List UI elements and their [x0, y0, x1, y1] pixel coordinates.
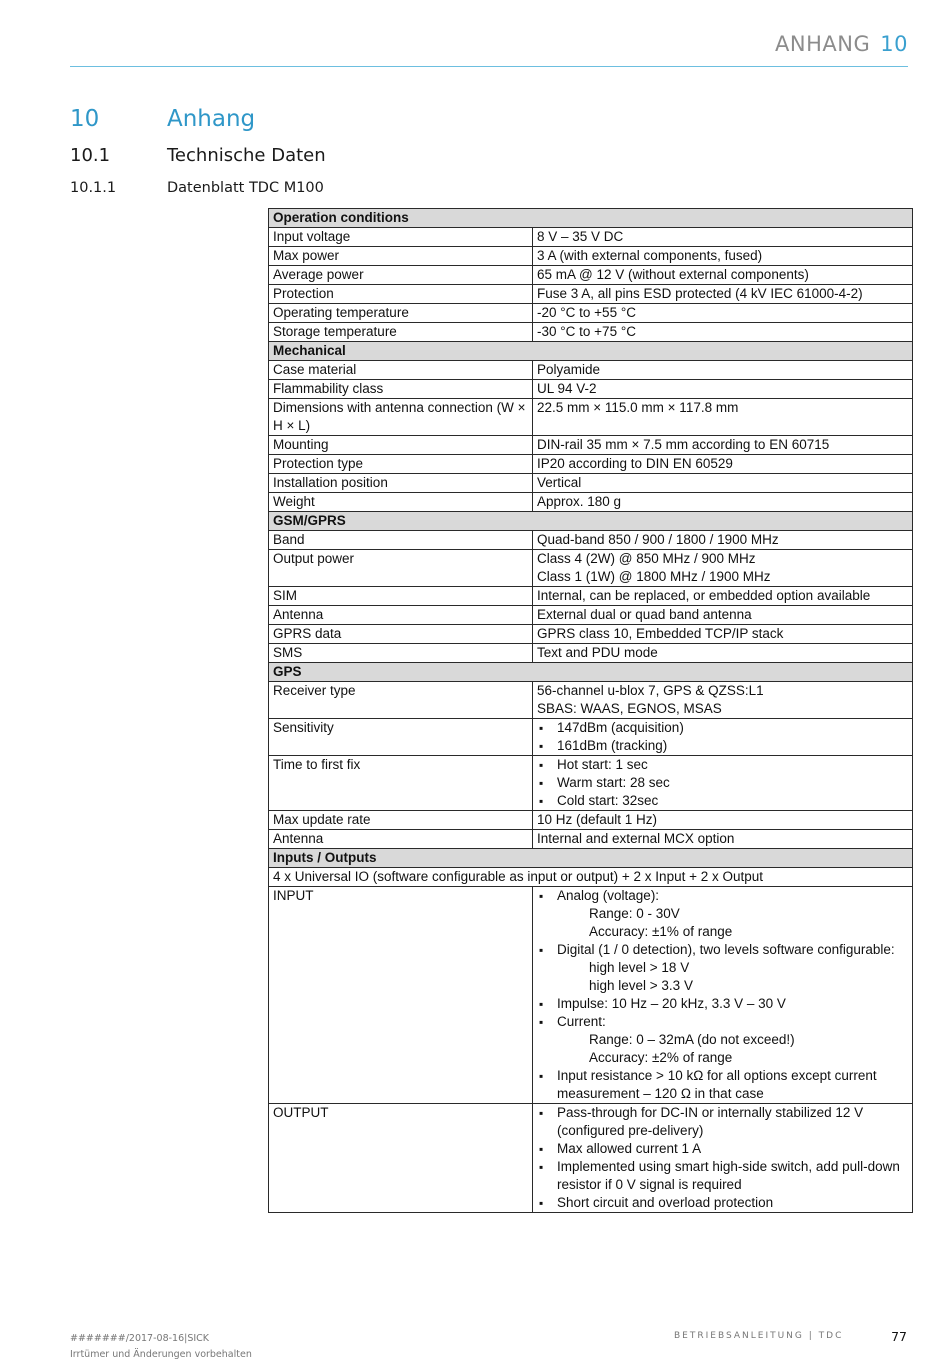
list-item: ▪ Implemented using smart high-side switch, add pull-down resistor if 0 V signal is required — [537, 1158, 908, 1194]
list-item: ▪ Digital (1 / 0 detection), two levels software configurable: high level > 18 V high level > 3.3 V — [537, 941, 908, 995]
table-row: Operating temperature -20 °C to +55 °C — [269, 304, 913, 323]
ttff-list — [537, 756, 908, 810]
list-item: ▪ Warm start: 28 sec — [537, 774, 908, 792]
chapter-heading — [70, 106, 256, 132]
footer-disclaimer: Irrtümer und Änderungen vorbehalten — [70, 1349, 252, 1360]
table-row: 4 x Universal IO (software configurable as input or output) + 2 x Input + 2 x Output — [269, 868, 913, 887]
output-power-line: Class 1 (1W) @ 1800 MHz / 1900 MHz — [537, 569, 771, 584]
list-item: ▪ Pass-through for DC-IN or internally stabilized 12 V (configured pre-delivery) — [537, 1104, 908, 1140]
section-number: 10.1 — [70, 145, 111, 166]
table-row: Weight Approx. 180 g — [269, 493, 913, 512]
section-title: Technische Daten — [167, 145, 326, 166]
input-list — [537, 887, 908, 1103]
output-power-line: Class 4 (2W) @ 850 MHz / 900 MHz — [537, 551, 756, 566]
table-row: Sensitivity ▪ 147dBm (acquisition) ▪ 161dBm (tracking) — [269, 719, 913, 756]
table-row: Input voltage 8 V – 35 V DC — [269, 228, 913, 247]
section-row-io: Inputs / Outputs — [269, 849, 913, 868]
chapter-number: 10 — [70, 106, 100, 132]
table-row: Time to first fix ▪ Hot start: 1 sec ▪ Warm start: 28 sec ▪ Cold start: 32sec — [269, 756, 913, 811]
table-row: Output power Class 4 (2W) @ 850 MHz / 900 MHz Class 1 (1W) @ 1800 MHz / 1900 MHz — [269, 550, 913, 587]
table-row: OUTPUT ▪ Pass-through for DC-IN or internally stabilized 12 V (configured pre-delivery) ▪ Max allowed current 1 A ▪ Implemented using smart high-side switch, add pull-down resistor if 0 V signal is required ▪ Short circuit and overload protection — [269, 1104, 913, 1213]
list-item: ▪ Input resistance > 10 kΩ for all options except current measurement – 120 Ω in that case — [537, 1067, 908, 1103]
footer-doc-id: #######/2017-08-16|SICK — [70, 1333, 210, 1344]
table-row: Case material Polyamide — [269, 361, 913, 380]
running-header — [775, 32, 908, 56]
header-section-label: ANHANG — [775, 32, 871, 56]
footer-left — [70, 1331, 252, 1363]
section-row-gps: GPS — [269, 663, 913, 682]
list-item: ▪ Cold start: 32sec — [537, 792, 908, 810]
table-row: SIM Internal, can be replaced, or embedded option available — [269, 587, 913, 606]
footer-doc-type: BETRIEBSANLEITUNG | TDC — [674, 1331, 844, 1341]
table-row: Protection type IP20 according to DIN EN 60529 — [269, 455, 913, 474]
list-item: ▪ 161dBm (tracking) — [537, 737, 908, 755]
list-item: ▪ Max allowed current 1 A — [537, 1140, 908, 1158]
header-section-number: 10 — [880, 32, 908, 56]
receiver-line: 56-channel u-blox 7, GPS & QZSS:L1 — [537, 683, 764, 698]
list-item: ▪ Hot start: 1 sec — [537, 756, 908, 774]
table-row: Antenna External dual or quad band antenna — [269, 606, 913, 625]
table-row: Max power 3 A (with external components, fused) — [269, 247, 913, 266]
table-row: INPUT ▪ Analog (voltage): Range: 0 - 30V Accuracy: ±1% of range ▪ Digital (1 / 0 detection), two levels software configurable: high level > 18 V high level > 3.3 V ▪ Impulse: 10 Hz – 20 kHz, 3.3 V – 30 V ▪ Current: Range: 0 – 32mA (do not exceed!) Accuracy: ±2% of range ▪ Input resistance > 10 kΩ for all options except current measurement – 120 Ω in that case — [269, 887, 913, 1104]
datasheet-table — [268, 208, 913, 1213]
sensitivity-list — [537, 719, 908, 755]
table-row: Mounting DIN-rail 35 mm × 7.5 mm according to EN 60715 — [269, 436, 913, 455]
receiver-line: SBAS: WAAS, EGNOS, MSAS — [537, 701, 722, 716]
section-row-mechanical: Mechanical — [269, 342, 913, 361]
section-row-gsm: GSM/GPRS — [269, 512, 913, 531]
page-number: 77 — [891, 1329, 907, 1344]
list-item: ▪ Analog (voltage): Range: 0 - 30V Accuracy: ±1% of range — [537, 887, 908, 941]
table-row: Storage temperature -30 °C to +75 °C — [269, 323, 913, 342]
table-row: Protection Fuse 3 A, all pins ESD protected (4 kV IEC 61000-4-2) — [269, 285, 913, 304]
section-heading — [70, 145, 326, 166]
table-row: Installation position Vertical — [269, 474, 913, 493]
header-divider — [70, 66, 908, 67]
table-row: SMS Text and PDU mode — [269, 644, 913, 663]
table-row: Average power 65 mA @ 12 V (without external components) — [269, 266, 913, 285]
subsection-heading — [70, 180, 324, 196]
output-list — [537, 1104, 908, 1212]
table-row: Dimensions with antenna connection (W × H × L) 22.5 mm × 115.0 mm × 117.8 mm — [269, 399, 913, 436]
subsection-title: Datenblatt TDC M100 — [167, 180, 324, 196]
list-item: ▪ Impulse: 10 Hz – 20 kHz, 3.3 V – 30 V — [537, 995, 908, 1013]
list-item: ▪ Short circuit and overload protection — [537, 1194, 908, 1212]
list-item: ▪ Current: Range: 0 – 32mA (do not exceed!) Accuracy: ±2% of range — [537, 1013, 908, 1067]
chapter-title: Anhang — [167, 106, 256, 132]
list-item: ▪ 147dBm (acquisition) — [537, 719, 908, 737]
table-row: Flammability class UL 94 V-2 — [269, 380, 913, 399]
section-row-operation: Operation conditions — [269, 209, 913, 228]
table-row: Receiver type 56-channel u-blox 7, GPS & QZSS:L1 SBAS: WAAS, EGNOS, MSAS — [269, 682, 913, 719]
table-row: Band Quad-band 850 / 900 / 1800 / 1900 MHz — [269, 531, 913, 550]
table-row: Max update rate 10 Hz (default 1 Hz) — [269, 811, 913, 830]
table-row: Antenna Internal and external MCX option — [269, 830, 913, 849]
subsection-number: 10.1.1 — [70, 180, 117, 196]
table-row: GPRS data GPRS class 10, Embedded TCP/IP stack — [269, 625, 913, 644]
